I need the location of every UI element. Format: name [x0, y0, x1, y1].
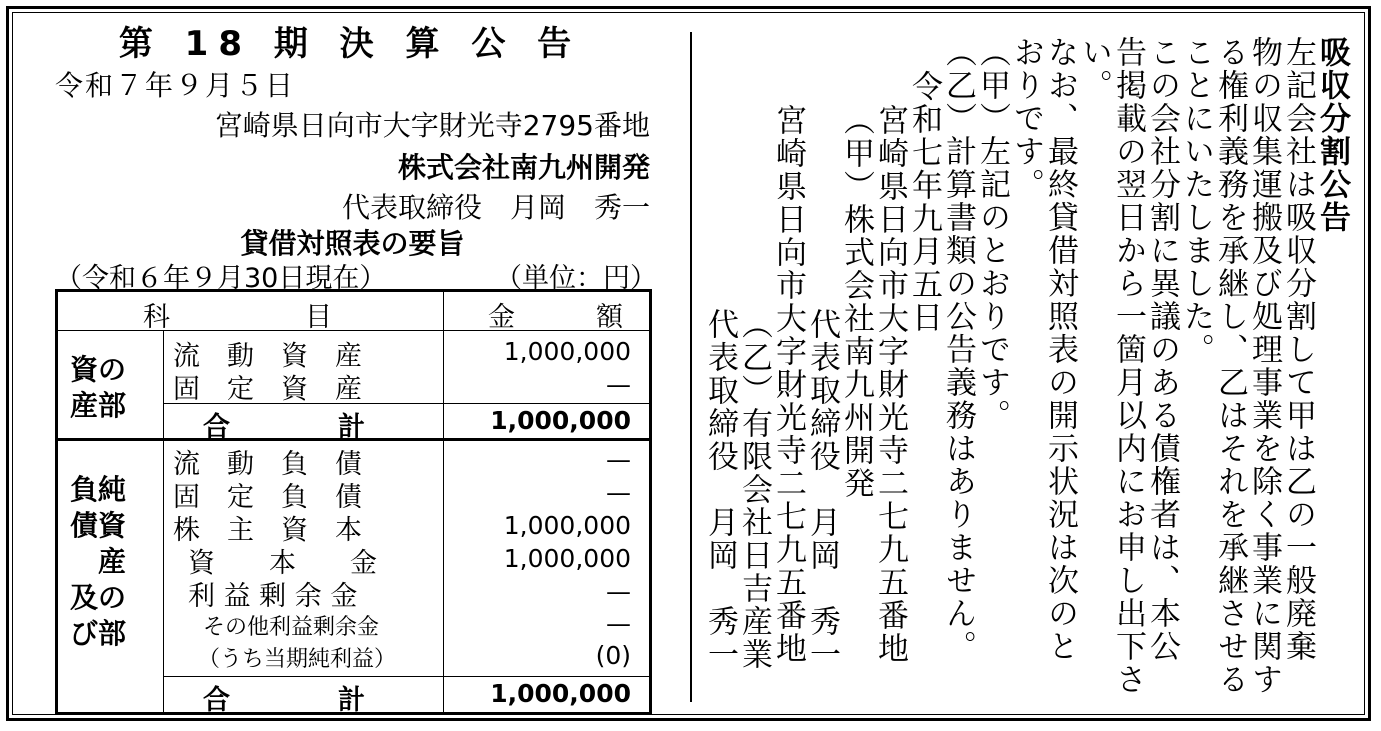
notice-text-column: （甲）左記のとおりです。	[974, 36, 1010, 432]
amount-divider	[443, 292, 444, 712]
row-label: 株 主 資 本	[173, 515, 362, 546]
assets-section-label: 資の 産部	[70, 353, 127, 422]
row-amount: —	[606, 478, 631, 507]
row-label: 流 動 資 産	[173, 341, 362, 372]
right-rep-a: 代表取締役 月岡 秀一	[804, 308, 840, 671]
right-company-a: （甲）株式会社南九州開発	[838, 104, 874, 500]
right-notice-title: 吸収分割公告	[1314, 36, 1350, 234]
company-name: 株式会社南九州開発	[397, 151, 650, 184]
row-label: 固 定 負 債	[173, 482, 362, 513]
subtotal-rule	[163, 403, 649, 404]
liabilities-total-amount: 1,000,000	[490, 679, 631, 708]
liabilities-section-label: 負純 債資 産 及の び部	[70, 473, 127, 650]
notice-text-column: この会社分割に異議のある債権者は、本公	[1144, 36, 1180, 663]
row-amount: 1,000,000	[503, 544, 631, 573]
row-label: （うち当期純利益）	[198, 647, 397, 672]
right-address-a: 宮崎県日向市大字財光寺二七九五番地	[872, 104, 908, 665]
balance-sheet-title: 貸借対照表の要旨	[240, 227, 465, 260]
unit-label: （単位：円）	[495, 263, 657, 294]
row-amount: —	[606, 370, 631, 399]
row-label: 利 益 剰 余 金	[188, 581, 358, 612]
row-amount: 1,000,000	[503, 337, 631, 366]
right-rep-b: 代表取締役 月岡 秀一	[702, 308, 738, 671]
row-amount: —	[606, 445, 631, 474]
right-address-b: 宮崎県日向市大字財光寺二七九五番地	[770, 104, 806, 665]
section-rule	[58, 438, 649, 441]
row-amount: —	[606, 609, 631, 638]
header-item: 科 目	[143, 302, 332, 333]
row-amount: (0)	[595, 641, 631, 670]
balance-sheet-table	[55, 289, 652, 715]
header-amount: 金 額	[488, 302, 623, 333]
section-divider	[163, 330, 164, 712]
notice-text-column: ことにいたしました。	[1178, 36, 1214, 366]
notice-date: 令和７年９月５日	[55, 69, 296, 102]
notice-text-column: （乙）計算書類の公告義務はありません。	[940, 36, 976, 663]
notice-text-column: 物の収集運搬及び処理事業を除く事業に関す	[1246, 36, 1282, 696]
subtotal-rule	[163, 676, 649, 677]
row-amount: 1,000,000	[503, 511, 631, 540]
row-label: 資 本 金	[188, 548, 377, 579]
company-address: 宮崎県日向市大字財光寺2795番地	[214, 109, 650, 142]
liabilities-total-label: 合 計	[203, 685, 365, 716]
notice-text-column: い。	[1076, 36, 1112, 102]
assets-total-label: 合 計	[203, 412, 365, 443]
row-label: 流 動 負 債	[173, 449, 362, 480]
representative: 代表取締役 月岡 秀一	[341, 191, 650, 224]
assets-total-amount: 1,000,000	[490, 406, 631, 435]
row-label: 固 定 資 産	[173, 374, 362, 405]
notice-title: 第 18 期 決 算 公 告	[118, 24, 582, 64]
notice-text-column: る権利義務を承継し、乙はそれを承継させる	[1212, 36, 1248, 696]
row-label: その他利益剰余金	[203, 615, 380, 640]
right-date: 令和七年九月五日	[906, 70, 942, 334]
column-divider	[690, 32, 692, 702]
header-rule	[58, 330, 649, 331]
as-of-date: （令和６年９月30日現在）	[55, 263, 387, 294]
notice-text-column: おりです。	[1008, 36, 1044, 201]
row-amount: —	[606, 577, 631, 606]
notice-text-column: 告掲載の翌日から一箇月以内にお申し出下さ	[1110, 36, 1146, 696]
notice-text-column: なお、最終貸借対照表の開示状況は次のと	[1042, 36, 1078, 663]
right-company-b: （乙）有限会社日吉産業	[736, 308, 772, 671]
notice-text-column: 左記会社は吸収分割して甲は乙の一般廃棄	[1280, 36, 1316, 663]
